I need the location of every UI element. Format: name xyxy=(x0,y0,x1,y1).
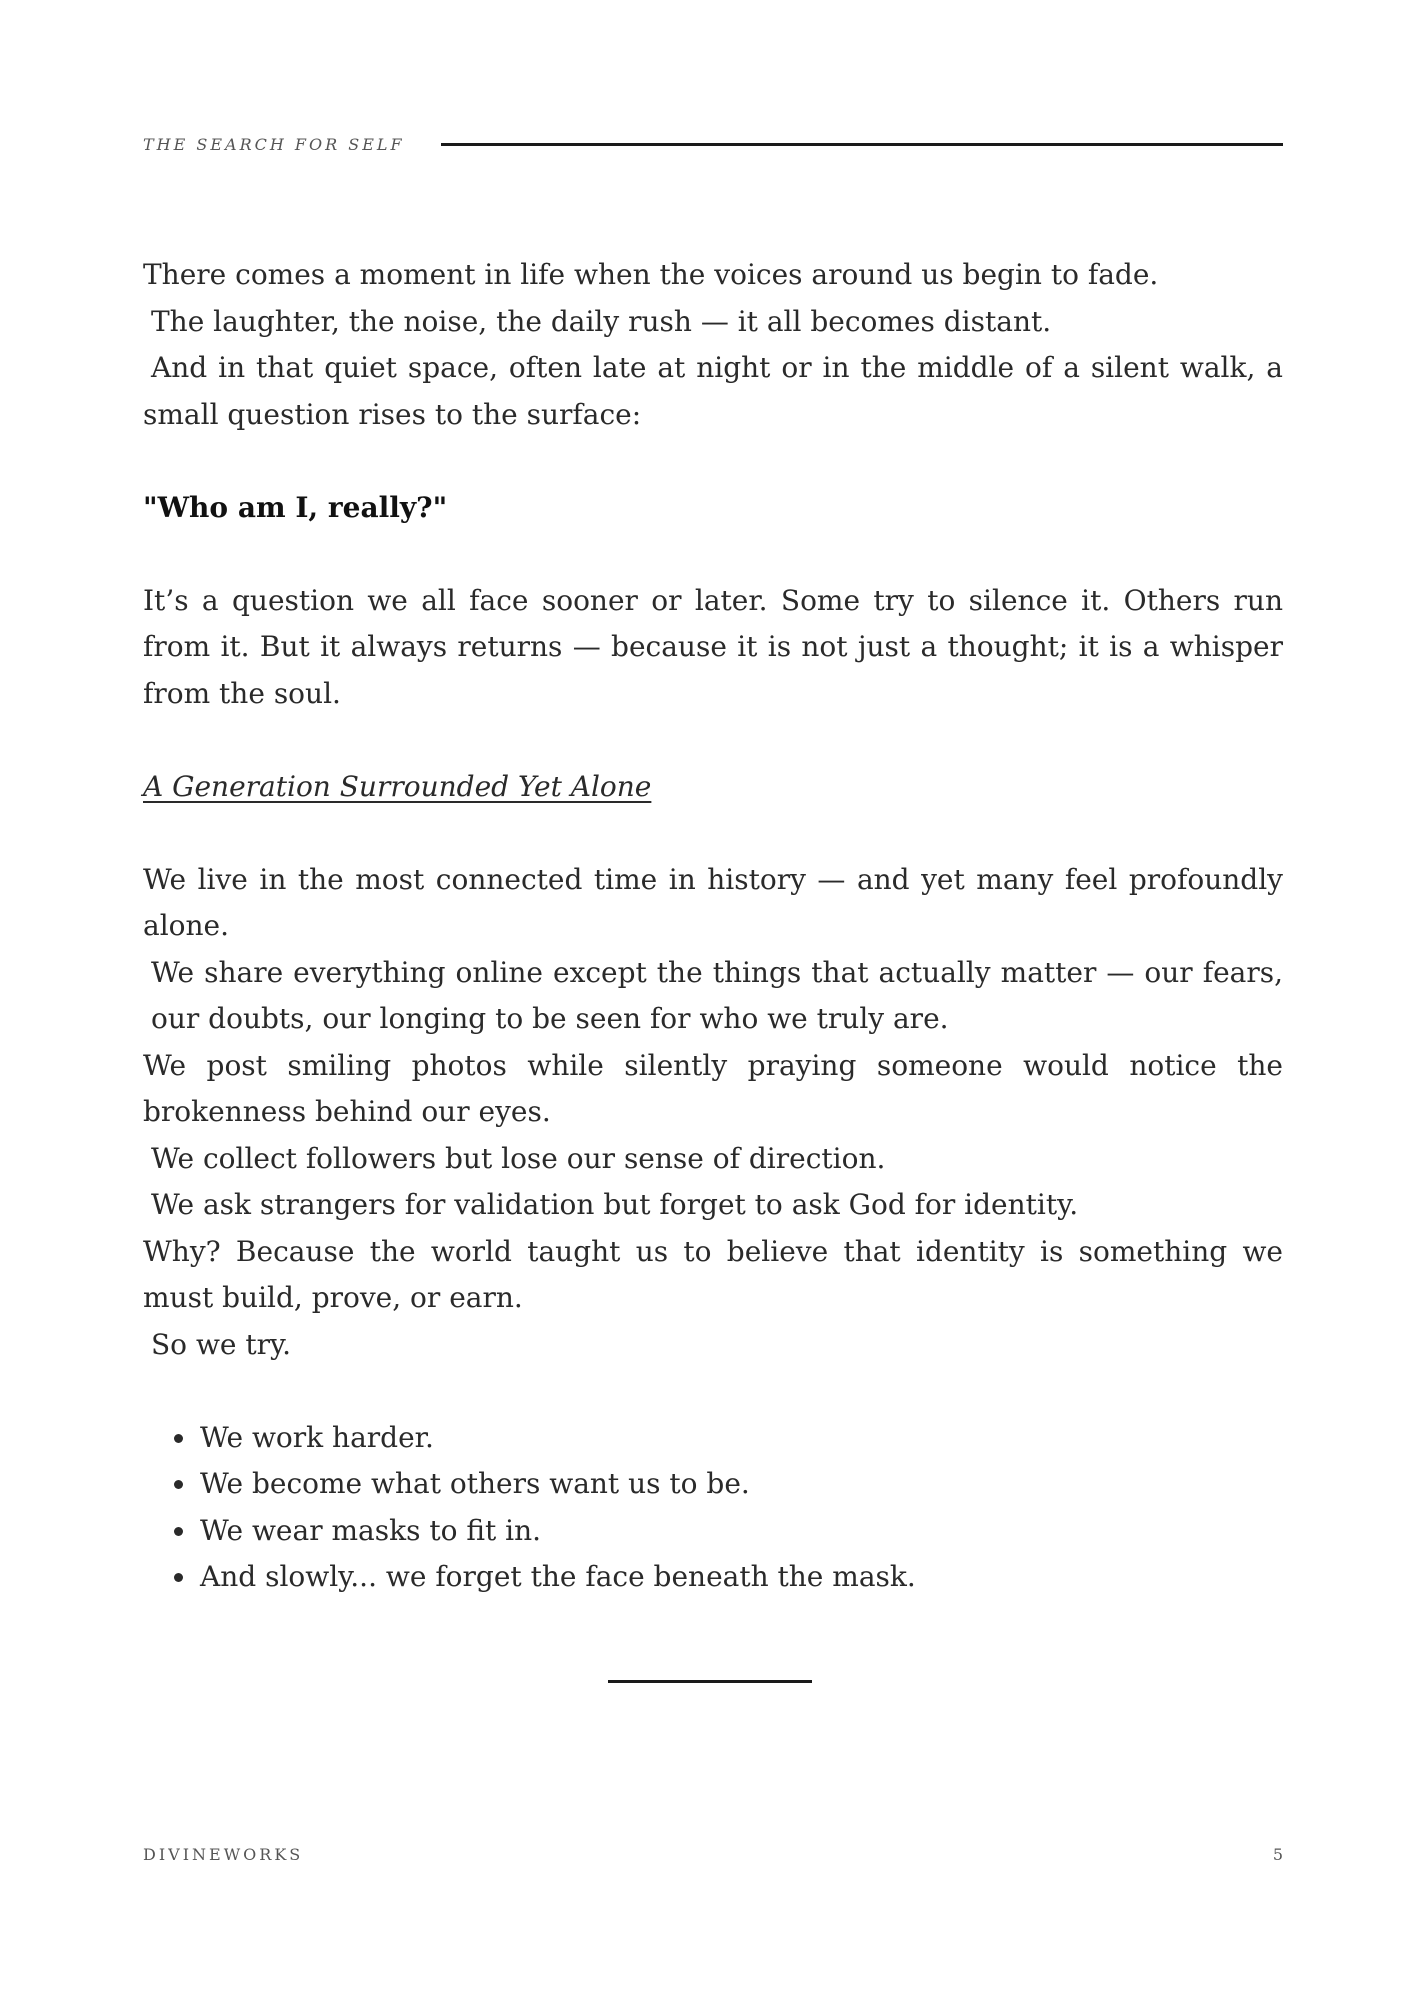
section-line-4: We collect followers but lose our sense of direction. xyxy=(151,1141,886,1175)
section-line-1: We live in the most connected time in history — and yet many feel profoundly alone. xyxy=(143,862,1283,942)
section-line-5: We ask strangers for validation but forget to ask God for identity. xyxy=(151,1188,1079,1221)
header-title: THE SEARCH FOR SELF xyxy=(143,134,405,154)
section-heading: A Generation Surrounded Yet Alone xyxy=(143,769,652,803)
intro-paragraph xyxy=(143,252,1283,438)
footer-brand: DIVINEWORKS xyxy=(143,1845,304,1864)
list-item: • We work harder. xyxy=(198,1415,1283,1462)
section-heading-block xyxy=(143,764,1283,811)
section-divider xyxy=(608,1680,812,1683)
header-rule xyxy=(441,143,1283,146)
list-item: • And slowly... we forget the face beneath the mask. xyxy=(198,1554,1283,1601)
question-paragraph: It’s a question we all face sooner or later. Some try to silence it. Others run from it. But it always returns — because it is not just a thought; it is a whisper from the soul. xyxy=(143,583,1283,710)
intro-line-1: There comes a moment in life when the voices around us begin to fade. xyxy=(143,258,1159,291)
list-item: • We wear masks to fit in. xyxy=(198,1508,1283,1555)
section-paragraph xyxy=(143,857,1283,1369)
list-item: • We become what others want us to be. xyxy=(198,1461,1283,1508)
key-question: "Who am I, really?" xyxy=(143,490,448,524)
paragraph-gap xyxy=(143,1368,1283,1415)
intro-line-2: The laughter, the noise, the daily rush — it all becomes distant. xyxy=(151,304,1052,338)
page-body xyxy=(143,252,1283,1601)
paragraph-gap xyxy=(143,717,1283,764)
paragraph-gap xyxy=(143,810,1283,857)
paragraph-gap xyxy=(143,438,1283,485)
section-line-7: So we try. xyxy=(151,1327,292,1361)
section-line-6: Why? Because the world taught us to believe that identity is something we must build, prove, or earn. xyxy=(143,1234,1283,1314)
running-header xyxy=(143,132,1283,156)
section-line-2: We share everything online except the things that actually matter — our fears, our doubts, our longing to be seen for who we truly are. xyxy=(151,955,1283,1035)
bullet-list xyxy=(143,1415,1283,1601)
page-number: 5 xyxy=(1272,1845,1283,1864)
section-line-3: We post smiling photos while silently praying someone would notice the brokenness behind our eyes. xyxy=(143,1048,1283,1128)
intro-line-3: And in that quiet space, often late at night or in the middle of a silent walk, a small question rises to the surface: xyxy=(143,351,1283,431)
paragraph-gap xyxy=(143,531,1283,578)
